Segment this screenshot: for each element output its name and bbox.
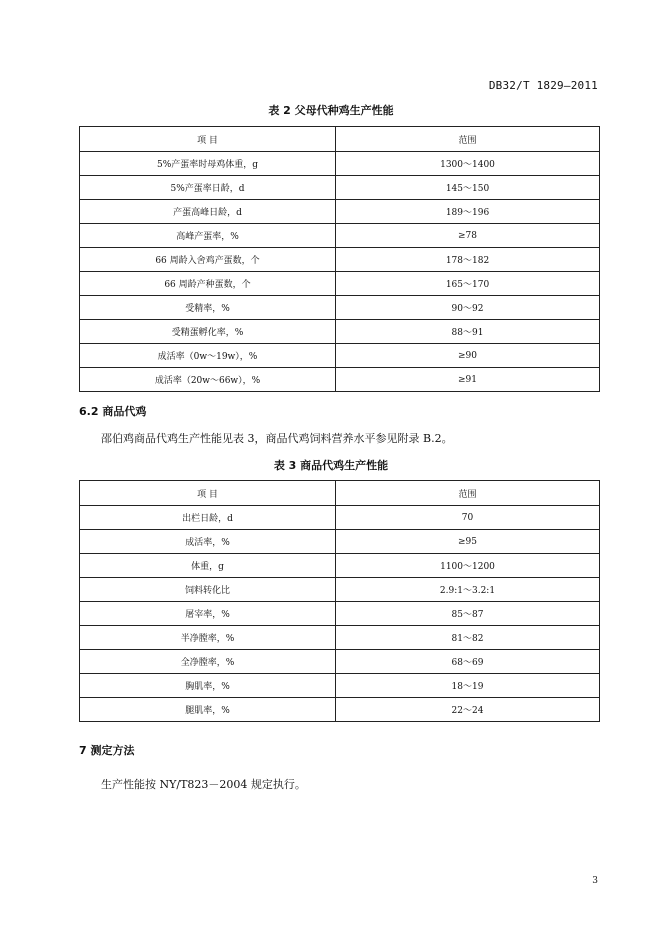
range-cell: 81～82 [336,626,600,650]
table-row [80,626,600,650]
range-cell: 22～24 [336,698,600,722]
table-row [80,602,600,626]
column-header-item: 项 目 [80,127,336,152]
range-cell: ≥90 [336,344,600,368]
table-row [80,344,600,368]
range-cell: 2.9:1～3.2:1 [336,578,600,602]
range-cell: 189～196 [336,200,600,224]
range-cell: 178～182 [336,248,600,272]
section-7-heading: 7 测定方法 [79,744,135,757]
table-row [80,200,600,224]
range-cell: 68～69 [336,650,600,674]
table-2 [79,126,600,392]
item-cell: 胸肌率，% [80,674,336,698]
item-cell: 高峰产蛋率，% [80,224,336,248]
table-row [80,152,600,176]
item-cell: 半净膛率，% [80,626,336,650]
item-cell: 饲料转化比 [80,578,336,602]
table-row [80,272,600,296]
range-cell: 1300～1400 [336,152,600,176]
table-3 [79,480,600,722]
item-cell: 受精率，% [80,296,336,320]
section-6-2-paragraph: 邵伯鸡商品代鸡生产性能见表 3，商品代鸡饲料营养水平参见附录 B.2。 [101,432,453,445]
item-cell: 产蛋高峰日龄，d [80,200,336,224]
range-cell: 18～19 [336,674,600,698]
item-cell: 成活率（20w～66w），% [80,368,336,392]
column-header-range: 范围 [336,481,600,506]
table-header-row [80,481,600,506]
table-row [80,224,600,248]
item-cell: 成活率（0w～19w），% [80,344,336,368]
section-6-2-heading: 6.2 商品代鸡 [79,405,147,418]
item-cell: 成活率，% [80,530,336,554]
table-row [80,530,600,554]
item-cell: 5%产蛋率时母鸡体重，g [80,152,336,176]
table-3-title: 表 3 商品代鸡生产性能 [273,459,389,472]
table-row [80,698,600,722]
item-cell: 出栏日龄，d [80,506,336,530]
item-cell: 腿肌率，% [80,698,336,722]
range-cell: 165～170 [336,272,600,296]
range-cell: 90～92 [336,296,600,320]
range-cell: 1100～1200 [336,554,600,578]
range-cell: 85～87 [336,602,600,626]
range-cell: ≥78 [336,224,600,248]
item-cell: 5%产蛋率日龄，d [80,176,336,200]
item-cell: 全净膛率，% [80,650,336,674]
table-row [80,368,600,392]
column-header-item: 项 目 [80,481,336,506]
section-7-paragraph: 生产性能按 NY/T823－2004 规定执行。 [101,778,306,791]
range-cell: ≥91 [336,368,600,392]
item-cell: 66 周龄产种蛋数，个 [80,272,336,296]
item-cell: 屠宰率，% [80,602,336,626]
table-row [80,248,600,272]
range-cell: 88～91 [336,320,600,344]
table-header-row [80,127,600,152]
table-row [80,176,600,200]
range-cell: 70 [336,506,600,530]
table-2-title: 表 2 父母代种鸡生产性能 [268,104,394,117]
table-row [80,506,600,530]
table-row [80,296,600,320]
document-id: DB32/T 1829—2011 [488,79,598,92]
page-number: 3 [592,876,598,886]
table-row [80,554,600,578]
item-cell: 66 周龄入舍鸡产蛋数，个 [80,248,336,272]
range-cell: ≥95 [336,530,600,554]
table-row [80,674,600,698]
table-row [80,650,600,674]
range-cell: 145～150 [336,176,600,200]
item-cell: 体重，g [80,554,336,578]
table-row [80,578,600,602]
item-cell: 受精蛋孵化率，% [80,320,336,344]
column-header-range: 范围 [336,127,600,152]
table-row [80,320,600,344]
